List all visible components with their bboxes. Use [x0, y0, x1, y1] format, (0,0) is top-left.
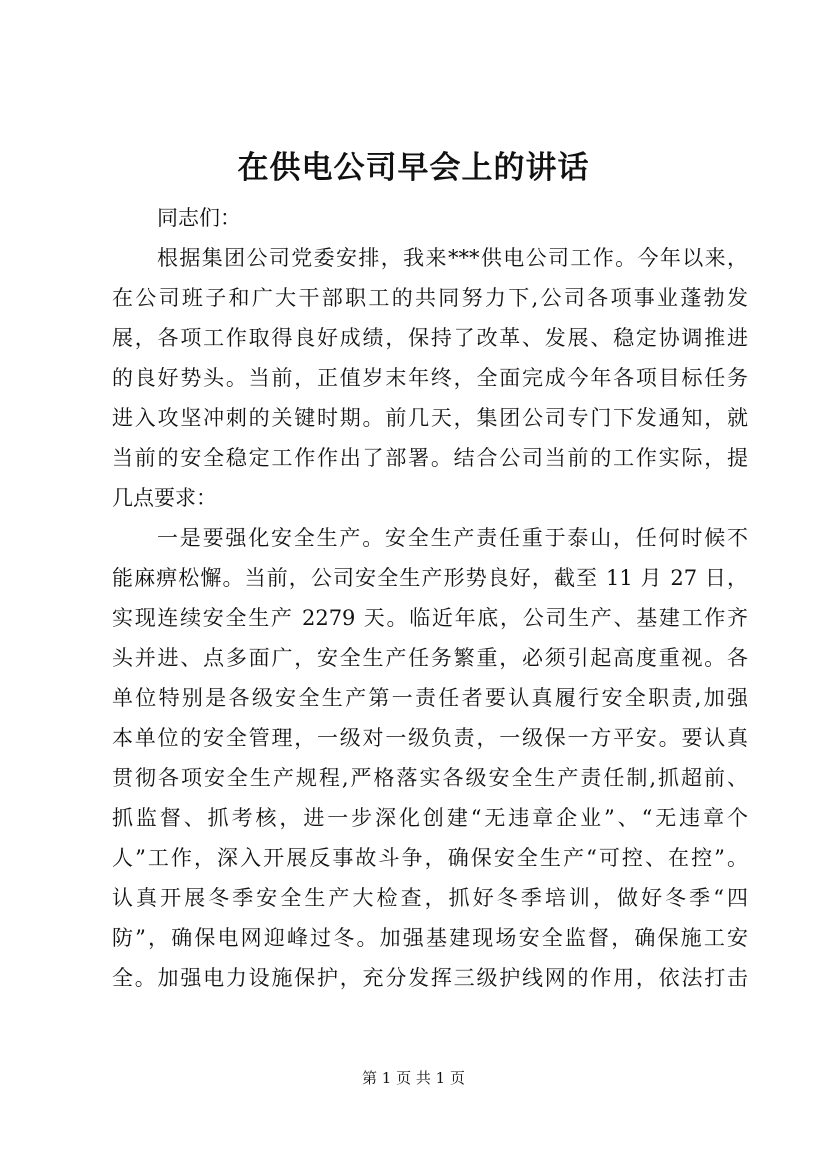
body-line: 全。加强电力设施保护，充分发挥三级护线网的作用，依法打击 — [112, 966, 748, 990]
salutation: 同志们： — [157, 206, 241, 230]
body-line: 防”，确保电网迎峰过冬。加强基建现场安全监督，确保施工安 — [112, 926, 748, 950]
body-line: 单位特别是各级安全生产第一责任者要认真履行安全职责,加强 — [112, 686, 748, 710]
body-line: 能麻痹松懈。当前，公司安全生产形势良好，截至 11 月 27 日， — [112, 566, 748, 590]
body-line: 当前的安全稳定工作作出了部署。结合公司当前的工作实际，提 — [112, 446, 748, 470]
body-line: 展，各项工作取得良好成绩，保持了改革、发展、稳定协调推进 — [112, 326, 748, 350]
body-line: 抓监督、抓考核，进一步深化创建“无违章企业”、“无违章个 — [112, 806, 748, 830]
body-line: 人”工作，深入开展反事故斗争，确保安全生产“可控、在控”。 — [112, 846, 748, 870]
body-line: 本单位的安全管理，一级对一级负责，一级保一方平安。要认真 — [112, 726, 748, 750]
document-title: 在供电公司早会上的讲话 — [237, 150, 590, 186]
body-line: 根据集团公司党委安排，我来***供电公司工作。今年以来， — [157, 246, 748, 270]
body-line: 贯彻各项安全生产规程,严格落实各级安全生产责任制,抓超前、 — [112, 766, 748, 790]
body-line: 实现连续安全生产 2279 天。临近年底，公司生产、基建工作齐 — [112, 606, 748, 630]
page-footer: 第 1 页 共 1 页 — [362, 1069, 465, 1087]
body-line: 一是要强化安全生产。安全生产责任重于泰山，任何时候不 — [157, 526, 748, 550]
body-line: 的良好势头。当前，正值岁末年终，全面完成今年各项目标任务 — [112, 366, 748, 390]
body-line: 进入攻坚冲刺的关键时期。前几天，集团公司专门下发通知，就 — [112, 406, 748, 430]
body-line: 几点要求： — [112, 486, 217, 510]
body-line: 在公司班子和广大干部职工的共同努力下,公司各项事业蓬勃发 — [112, 286, 748, 310]
body-line: 认真开展冬季安全生产大检查，抓好冬季培训，做好冬季“四 — [112, 886, 748, 910]
body-line: 头并进、点多面广，安全生产任务繁重，必须引起高度重视。各 — [112, 646, 748, 670]
